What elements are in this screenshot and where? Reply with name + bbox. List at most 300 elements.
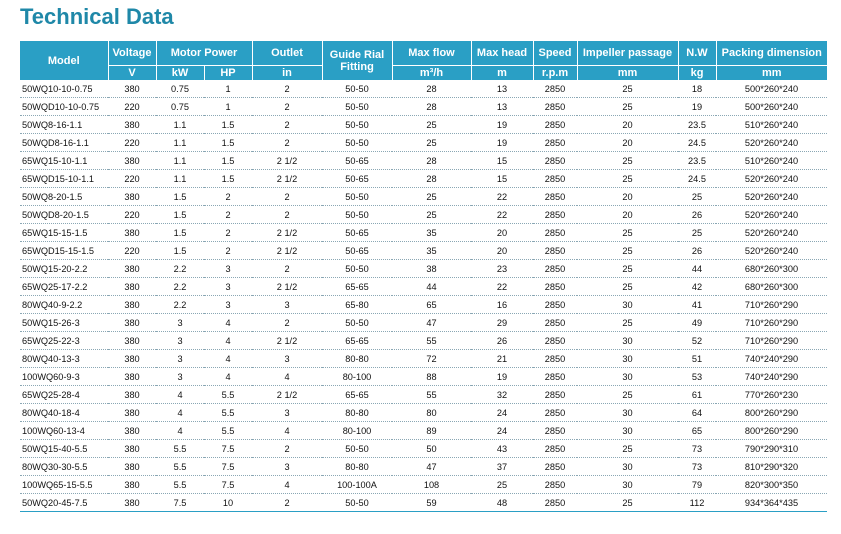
cell-max-head: 13 [471,80,533,98]
cell-guide-rial-fitting: 50-50 [322,206,392,224]
cell-nw: 18 [678,80,716,98]
header-speed: Speed [533,41,577,66]
cell-max-flow: 65 [392,296,471,314]
cell-impeller-passage: 30 [577,422,678,440]
table-row [20,80,827,98]
cell-speed: 2850 [533,206,577,224]
cell-max-flow: 25 [392,134,471,152]
unit-voltage: V [108,66,156,81]
table-row [20,494,827,512]
cell-max-flow: 55 [392,386,471,404]
header-guide-rial-fitting: Guide Rial Fitting [322,41,392,80]
table-row [20,350,827,368]
cell-guide-rial-fitting: 65-65 [322,332,392,350]
cell-voltage: 220 [108,134,156,152]
cell-max-flow: 28 [392,152,471,170]
cell-outlet: 2 1/2 [252,386,322,404]
cell-outlet: 3 [252,458,322,476]
cell-packing-dimension: 710*260*290 [716,314,827,332]
cell-max-flow: 108 [392,476,471,494]
cell-nw: 25 [678,188,716,206]
technical-data-table [20,41,827,512]
header-outlet: Outlet [252,41,322,66]
cell-speed: 2850 [533,350,577,368]
cell-max-flow: 47 [392,314,471,332]
cell-guide-rial-fitting: 65-65 [322,386,392,404]
table-row [20,296,827,314]
unit-nw: kg [678,66,716,81]
cell-outlet: 2 [252,206,322,224]
cell-hp: 5.5 [204,422,252,440]
cell-packing-dimension: 520*260*240 [716,170,827,188]
cell-guide-rial-fitting: 50-50 [322,494,392,512]
cell-voltage: 380 [108,350,156,368]
cell-packing-dimension: 820*300*350 [716,476,827,494]
table-row [20,98,827,116]
cell-speed: 2850 [533,170,577,188]
cell-max-flow: 89 [392,422,471,440]
cell-speed: 2850 [533,98,577,116]
cell-hp: 5.5 [204,386,252,404]
cell-nw: 44 [678,260,716,278]
cell-nw: 41 [678,296,716,314]
cell-model: 50WQD10-10-0.75 [20,98,108,116]
cell-kw: 7.5 [156,494,204,512]
table-row [20,134,827,152]
cell-packing-dimension: 680*260*300 [716,278,827,296]
cell-impeller-passage: 20 [577,134,678,152]
cell-kw: 1.1 [156,116,204,134]
cell-hp: 4 [204,314,252,332]
cell-model: 50WQ8-20-1.5 [20,188,108,206]
cell-impeller-passage: 30 [577,368,678,386]
cell-voltage: 380 [108,368,156,386]
cell-speed: 2850 [533,260,577,278]
cell-voltage: 220 [108,170,156,188]
cell-outlet: 2 1/2 [252,170,322,188]
cell-outlet: 2 [252,134,322,152]
cell-kw: 2.2 [156,260,204,278]
cell-impeller-passage: 25 [577,278,678,296]
cell-model: 65WQ15-15-1.5 [20,224,108,242]
cell-model: 65WQ25-17-2.2 [20,278,108,296]
table-header [20,41,827,80]
cell-packing-dimension: 520*260*240 [716,206,827,224]
cell-impeller-passage: 25 [577,98,678,116]
cell-impeller-passage: 25 [577,170,678,188]
cell-impeller-passage: 25 [577,494,678,512]
cell-nw: 61 [678,386,716,404]
cell-impeller-passage: 25 [577,386,678,404]
cell-voltage: 380 [108,224,156,242]
cell-packing-dimension: 770*260*230 [716,386,827,404]
cell-kw: 2.2 [156,296,204,314]
cell-max-head: 13 [471,98,533,116]
cell-packing-dimension: 680*260*300 [716,260,827,278]
cell-max-flow: 28 [392,98,471,116]
cell-guide-rial-fitting: 80-100 [322,422,392,440]
cell-guide-rial-fitting: 50-65 [322,152,392,170]
cell-hp: 7.5 [204,476,252,494]
table-row [20,206,827,224]
cell-impeller-passage: 30 [577,458,678,476]
unit-speed: r.p.m [533,66,577,81]
cell-max-head: 22 [471,188,533,206]
unit-packing-dimension: mm [716,66,827,81]
cell-impeller-passage: 30 [577,476,678,494]
cell-max-flow: 35 [392,242,471,260]
cell-nw: 51 [678,350,716,368]
cell-outlet: 3 [252,404,322,422]
cell-kw: 1.5 [156,224,204,242]
cell-max-flow: 72 [392,350,471,368]
cell-hp: 4 [204,368,252,386]
cell-packing-dimension: 710*260*290 [716,296,827,314]
cell-model: 50WQ10-10-0.75 [20,80,108,98]
cell-max-head: 15 [471,170,533,188]
cell-packing-dimension: 810*290*320 [716,458,827,476]
table-body [20,80,827,512]
table-row [20,332,827,350]
cell-packing-dimension: 520*260*240 [716,134,827,152]
cell-voltage: 380 [108,440,156,458]
header-impeller-passage: Impeller passage [577,41,678,66]
cell-hp: 1.5 [204,170,252,188]
cell-max-flow: 59 [392,494,471,512]
cell-kw: 0.75 [156,98,204,116]
cell-guide-rial-fitting: 50-65 [322,224,392,242]
cell-impeller-passage: 20 [577,206,678,224]
cell-max-head: 19 [471,134,533,152]
cell-kw: 3 [156,332,204,350]
cell-voltage: 380 [108,404,156,422]
cell-speed: 2850 [533,476,577,494]
cell-hp: 3 [204,278,252,296]
cell-model: 80WQ40-9-2.2 [20,296,108,314]
header-voltage: Voltage [108,41,156,66]
cell-nw: 42 [678,278,716,296]
cell-voltage: 380 [108,116,156,134]
cell-voltage: 380 [108,188,156,206]
cell-max-flow: 25 [392,206,471,224]
cell-max-flow: 80 [392,404,471,422]
cell-kw: 3 [156,350,204,368]
cell-model: 50WQ15-26-3 [20,314,108,332]
cell-voltage: 380 [108,458,156,476]
cell-guide-rial-fitting: 50-65 [322,242,392,260]
unit-max-head: m [471,66,533,81]
table-row [20,152,827,170]
cell-model: 100WQ60-9-3 [20,368,108,386]
table-row [20,386,827,404]
cell-model: 65WQD15-10-1.1 [20,170,108,188]
table-row [20,170,827,188]
cell-nw: 24.5 [678,170,716,188]
unit-kw: kW [156,66,204,81]
cell-kw: 1.5 [156,188,204,206]
cell-guide-rial-fitting: 50-50 [322,98,392,116]
cell-packing-dimension: 510*260*240 [716,116,827,134]
cell-guide-rial-fitting: 50-50 [322,188,392,206]
cell-model: 80WQ40-18-4 [20,404,108,422]
page-title: Technical Data [20,4,174,29]
cell-nw: 112 [678,494,716,512]
cell-guide-rial-fitting: 80-100 [322,368,392,386]
cell-speed: 2850 [533,494,577,512]
unit-impeller-passage: mm [577,66,678,81]
cell-nw: 73 [678,440,716,458]
header-nw: N.W [678,41,716,66]
cell-outlet: 2 1/2 [252,224,322,242]
cell-hp: 2 [204,224,252,242]
cell-outlet: 2 [252,80,322,98]
header-max-flow: Max flow [392,41,471,66]
cell-speed: 2850 [533,386,577,404]
cell-max-head: 32 [471,386,533,404]
cell-model: 65WQD15-15-1.5 [20,242,108,260]
cell-nw: 64 [678,404,716,422]
cell-model: 65WQ25-22-3 [20,332,108,350]
cell-speed: 2850 [533,116,577,134]
table-row [20,404,827,422]
cell-max-flow: 25 [392,188,471,206]
cell-speed: 2850 [533,368,577,386]
header-max-head: Max head [471,41,533,66]
cell-packing-dimension: 740*240*290 [716,368,827,386]
cell-max-head: 19 [471,116,533,134]
cell-max-head: 15 [471,152,533,170]
cell-max-head: 43 [471,440,533,458]
cell-packing-dimension: 934*364*435 [716,494,827,512]
cell-max-head: 22 [471,278,533,296]
cell-voltage: 380 [108,476,156,494]
cell-guide-rial-fitting: 65-65 [322,278,392,296]
cell-speed: 2850 [533,152,577,170]
cell-speed: 2850 [533,404,577,422]
cell-speed: 2850 [533,134,577,152]
cell-guide-rial-fitting: 80-80 [322,350,392,368]
table-row [20,224,827,242]
cell-packing-dimension: 520*260*240 [716,224,827,242]
cell-impeller-passage: 20 [577,116,678,134]
header-model: Model [20,41,108,80]
cell-model: 50WQ15-40-5.5 [20,440,108,458]
table-row [20,422,827,440]
cell-voltage: 380 [108,260,156,278]
cell-impeller-passage: 20 [577,188,678,206]
cell-voltage: 380 [108,152,156,170]
table-row [20,260,827,278]
cell-model: 80WQ40-13-3 [20,350,108,368]
cell-speed: 2850 [533,314,577,332]
cell-impeller-passage: 30 [577,404,678,422]
cell-packing-dimension: 500*260*240 [716,98,827,116]
cell-hp: 1.5 [204,116,252,134]
cell-impeller-passage: 25 [577,224,678,242]
cell-max-head: 48 [471,494,533,512]
table-row [20,242,827,260]
cell-impeller-passage: 25 [577,314,678,332]
table-row [20,458,827,476]
cell-max-head: 20 [471,242,533,260]
cell-outlet: 2 1/2 [252,152,322,170]
cell-outlet: 2 [252,188,322,206]
cell-nw: 65 [678,422,716,440]
cell-voltage: 380 [108,494,156,512]
cell-max-flow: 55 [392,332,471,350]
cell-nw: 26 [678,206,716,224]
cell-kw: 1.5 [156,242,204,260]
cell-packing-dimension: 510*260*240 [716,152,827,170]
cell-outlet: 2 [252,440,322,458]
cell-speed: 2850 [533,332,577,350]
cell-max-flow: 50 [392,440,471,458]
cell-kw: 1.1 [156,152,204,170]
cell-model: 65WQ15-10-1.1 [20,152,108,170]
cell-model: 100WQ65-15-5.5 [20,476,108,494]
cell-max-head: 22 [471,206,533,224]
cell-outlet: 2 [252,116,322,134]
unit-hp: HP [204,66,252,81]
cell-speed: 2850 [533,278,577,296]
cell-kw: 3 [156,368,204,386]
cell-packing-dimension: 710*260*290 [716,332,827,350]
cell-speed: 2850 [533,422,577,440]
cell-model: 50WQ20-45-7.5 [20,494,108,512]
cell-hp: 4 [204,332,252,350]
cell-max-flow: 47 [392,458,471,476]
cell-max-head: 16 [471,296,533,314]
cell-max-flow: 44 [392,278,471,296]
cell-hp: 2 [204,242,252,260]
cell-guide-rial-fitting: 50-50 [322,116,392,134]
cell-hp: 1 [204,80,252,98]
cell-kw: 1.5 [156,206,204,224]
cell-impeller-passage: 30 [577,332,678,350]
cell-impeller-passage: 30 [577,296,678,314]
cell-kw: 4 [156,404,204,422]
cell-packing-dimension: 520*260*240 [716,242,827,260]
cell-speed: 2850 [533,458,577,476]
cell-nw: 49 [678,314,716,332]
cell-speed: 2850 [533,440,577,458]
cell-max-head: 21 [471,350,533,368]
cell-guide-rial-fitting: 50-50 [322,80,392,98]
cell-packing-dimension: 800*260*290 [716,404,827,422]
unit-max-flow: m³/h [392,66,471,81]
cell-kw: 5.5 [156,476,204,494]
cell-kw: 5.5 [156,440,204,458]
cell-voltage: 220 [108,206,156,224]
cell-speed: 2850 [533,80,577,98]
cell-model: 50WQD8-16-1.1 [20,134,108,152]
cell-max-flow: 25 [392,116,471,134]
cell-voltage: 380 [108,332,156,350]
header-motor-power: Motor Power [156,41,252,66]
table-row [20,116,827,134]
table-row [20,314,827,332]
cell-packing-dimension: 520*260*240 [716,188,827,206]
cell-voltage: 220 [108,242,156,260]
cell-max-head: 20 [471,224,533,242]
cell-kw: 4 [156,386,204,404]
cell-nw: 26 [678,242,716,260]
cell-hp: 1 [204,98,252,116]
cell-nw: 53 [678,368,716,386]
cell-guide-rial-fitting: 100-100A [322,476,392,494]
cell-packing-dimension: 790*290*310 [716,440,827,458]
cell-impeller-passage: 25 [577,152,678,170]
cell-hp: 5.5 [204,404,252,422]
cell-max-head: 24 [471,422,533,440]
cell-outlet: 4 [252,422,322,440]
cell-kw: 1.1 [156,170,204,188]
cell-outlet: 4 [252,368,322,386]
cell-max-head: 19 [471,368,533,386]
cell-hp: 3 [204,260,252,278]
cell-guide-rial-fitting: 50-65 [322,170,392,188]
cell-nw: 73 [678,458,716,476]
cell-hp: 1.5 [204,134,252,152]
cell-guide-rial-fitting: 80-80 [322,458,392,476]
cell-guide-rial-fitting: 50-50 [322,440,392,458]
table-row [20,188,827,206]
table-row [20,440,827,458]
cell-hp: 2 [204,188,252,206]
cell-nw: 23.5 [678,152,716,170]
cell-max-flow: 28 [392,170,471,188]
cell-hp: 1.5 [204,152,252,170]
cell-nw: 79 [678,476,716,494]
cell-outlet: 2 1/2 [252,278,322,296]
cell-voltage: 220 [108,98,156,116]
header-packing-dimension: Packing dimension [716,41,827,66]
cell-outlet: 3 [252,350,322,368]
cell-max-head: 26 [471,332,533,350]
cell-impeller-passage: 30 [577,350,678,368]
cell-kw: 1.1 [156,134,204,152]
cell-max-head: 24 [471,404,533,422]
cell-speed: 2850 [533,242,577,260]
cell-speed: 2850 [533,188,577,206]
cell-packing-dimension: 740*240*290 [716,350,827,368]
cell-model: 65WQ25-28-4 [20,386,108,404]
cell-hp: 2 [204,206,252,224]
cell-max-flow: 35 [392,224,471,242]
cell-voltage: 380 [108,278,156,296]
cell-hp: 4 [204,350,252,368]
cell-guide-rial-fitting: 50-50 [322,134,392,152]
cell-guide-rial-fitting: 80-80 [322,404,392,422]
cell-model: 100WQ60-13-4 [20,422,108,440]
cell-outlet: 2 [252,98,322,116]
cell-nw: 23.5 [678,116,716,134]
cell-impeller-passage: 25 [577,260,678,278]
cell-impeller-passage: 25 [577,80,678,98]
cell-nw: 19 [678,98,716,116]
cell-speed: 2850 [533,224,577,242]
cell-voltage: 380 [108,80,156,98]
cell-max-head: 25 [471,476,533,494]
cell-guide-rial-fitting: 50-50 [322,314,392,332]
cell-max-head: 23 [471,260,533,278]
cell-hp: 10 [204,494,252,512]
cell-hp: 7.5 [204,440,252,458]
cell-voltage: 380 [108,314,156,332]
cell-model: 50WQ15-20-2.2 [20,260,108,278]
cell-speed: 2850 [533,296,577,314]
cell-max-head: 37 [471,458,533,476]
